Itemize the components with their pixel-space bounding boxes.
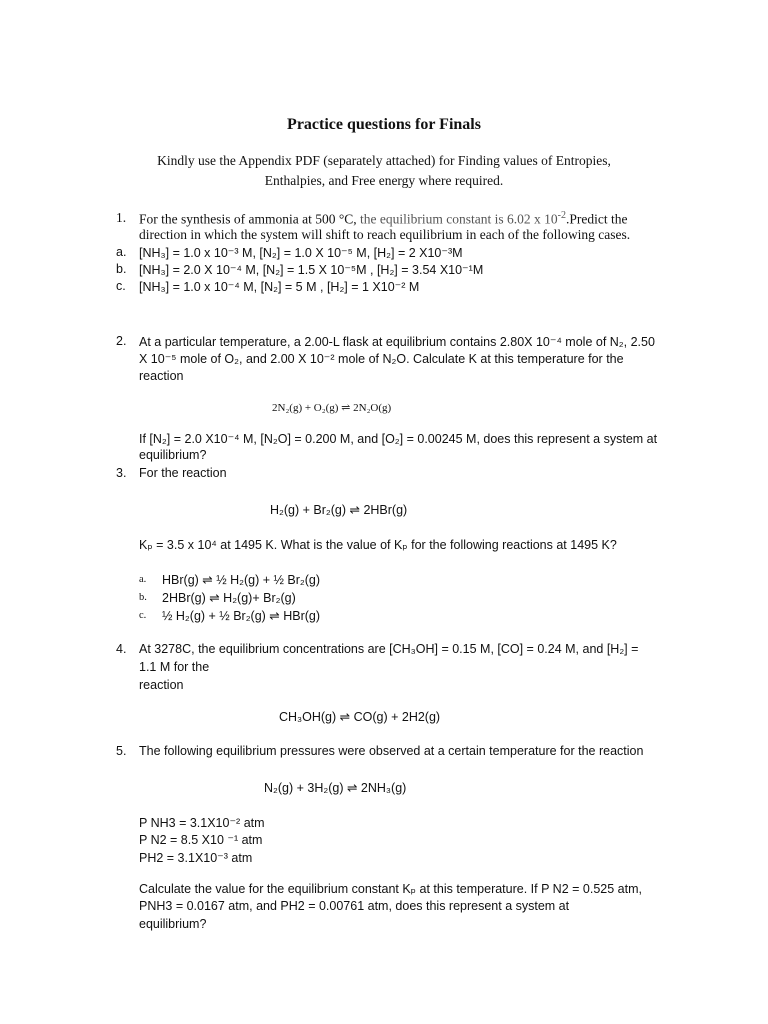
q5-calc-line-3: equilibrium?: [139, 917, 207, 931]
q5-calc-line-1: Calculate the value for the equilibrium constant Kₚ at this temperature. If P N2 = 0.525 atm,: [139, 882, 642, 896]
q2-number: 2.: [116, 334, 127, 348]
q1-a-label: a.: [116, 245, 127, 259]
q3-kp-text: Kₚ = 3.5 x 10⁴ at 1495 K. What is the value of Kₚ for the following reactions at 1495 K?: [139, 538, 617, 552]
q5-line-1: The following equilibrium pressures were observed at a certain temperature for the reaction: [139, 744, 644, 758]
intro-line-2: Enthalpies, and Free energy where required.: [264, 173, 504, 188]
q4-number: 4.: [116, 642, 127, 656]
page-title: Practice questions for Finals: [287, 116, 481, 133]
q2-equation: 2N₂(g) + O₂(g) ⇌ 2N₂O(g): [272, 402, 392, 414]
q3-equation: H₂(g) + Br₂(g) ⇌ 2HBr(g): [270, 503, 408, 517]
q1-c-text: [NH₃] = 1.0 x 10⁻⁴ M, [N₂] = 5 M , [H₂] = 1 X10⁻² M: [139, 280, 420, 294]
q2-follow-2: equilibrium?: [139, 448, 207, 462]
q5-number: 5.: [116, 744, 127, 758]
q3-b-label: b.: [139, 592, 147, 603]
q3-c-text: ½ H₂(g) + ½ Br₂(g) ⇌ HBr(g): [162, 609, 321, 623]
q2-line-2: X 10⁻⁵ mole of O₂, and 2.00 X 10⁻² mole of N₂O. Calculate K at this temperature for the: [139, 352, 624, 366]
q1-line-1-part-b: the equilibrium constant is 6.02 x 10: [360, 211, 558, 227]
q1-line-2: direction in which the system will shift to reach equilibrium in each of the following cases.: [139, 227, 631, 242]
q1-number: 1.: [116, 210, 127, 225]
q1-line-1-part-c: .Predict the: [565, 211, 628, 227]
q2-line-3: reaction: [139, 369, 184, 383]
q1-c-label: c.: [116, 279, 126, 293]
q3-a-text: HBr(g) ⇌ ½ H₂(g) + ½ Br₂(g): [162, 573, 321, 587]
q3-c-label: c.: [139, 610, 147, 621]
q1-line-1: [139, 210, 627, 228]
q5-pressure-n2: P N2 = 8.5 X10 ⁻¹ atm: [139, 833, 263, 847]
q3-a-label: a.: [139, 574, 147, 585]
q2-follow-1: If [N₂] = 2.0 X10⁻⁴ M, [N₂O] = 0.200 M, and [O₂] = 0.00245 M, does this represent a system at: [139, 432, 658, 446]
q1-line-1-exponent: -2: [557, 210, 566, 221]
q5-calc-line-2: PNH3 = 0.0167 atm, and PH2 = 0.00761 atm, does this represent a system at: [139, 899, 570, 913]
q1-b-label: b.: [116, 262, 127, 276]
q5-pressure-nh3: P NH3 = 3.1X10⁻² atm: [139, 816, 265, 830]
q1-a-text: [NH₃] = 1.0 x 10⁻³ M, [N₂] = 1.0 X 10⁻⁵ M, [H₂] = 2 X10⁻³M: [139, 246, 463, 260]
q4-line-3: reaction: [139, 678, 184, 692]
q1-line-1-part-a: For the synthesis of ammonia at 500 °C,: [139, 211, 357, 227]
q3-number: 3.: [116, 466, 127, 480]
q4-line-2: 1.1 M for the: [139, 660, 210, 674]
q4-equation: CH₃OH(g) ⇌ CO(g) + 2H2(g): [279, 710, 441, 724]
q2-line-1: At a particular temperature, a 2.00-L flask at equilibrium contains 2.80X 10⁻⁴ mole of N₂, 2.50: [139, 335, 655, 349]
q5-equation: N₂(g) + 3H₂(g) ⇌ 2NH₃(g): [264, 781, 407, 795]
intro-line-1: Kindly use the Appendix PDF (separately attached) for Finding values of Entropies,: [157, 153, 611, 168]
q3-b-text: 2HBr(g) ⇌ H₂(g)+ Br₂(g): [162, 591, 296, 605]
q1-b-text: [NH₃] = 2.0 X 10⁻⁴ M, [N₂] = 1.5 X 10⁻⁵M , [H₂] = 3.54 X10⁻¹M: [139, 263, 484, 277]
q3-line-1: For the reaction: [139, 466, 227, 480]
q4-line-1: At 3278C, the equilibrium concentrations are [CH₃OH] = 0.15 M, [CO] = 0.24 M, and [H₂] =: [139, 642, 639, 656]
q5-pressure-h2: PH2 = 3.1X10⁻³ atm: [139, 851, 253, 865]
